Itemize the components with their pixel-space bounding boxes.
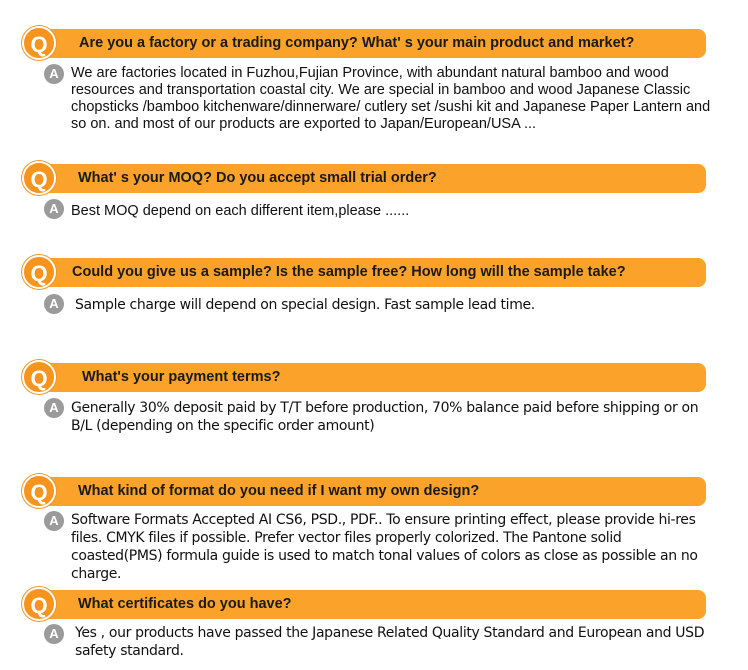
question-badge-icon: Q <box>22 26 56 60</box>
answer-badge-icon: A <box>44 624 64 644</box>
question-badge-icon: Q <box>22 474 56 508</box>
faq-question-row <box>22 161 706 195</box>
answer-badge-icon: A <box>44 294 64 314</box>
question-badge-icon: Q <box>22 161 56 195</box>
faq-answer-text: Generally 30% deposit paid by T/T before production, 70% balance paid before shipping or on B/L (depending on the specific order amount) <box>71 400 699 434</box>
faq-answer-text: Software Formats Accepted AI CS6, PSD., PDF.. To ensure printing effect, please provide hi-res files. CMYK files if possible. Prefer vector files properly colorized. The Pantone solid coasted(PMS) formula guide is used to match tonal values of colors as close as possible an no charge. <box>71 512 698 582</box>
faq-answer-text: Best MOQ depend on each different item,please ...... <box>71 203 410 219</box>
faq-question-text: What certificates do you have? <box>78 596 292 612</box>
answer-badge-icon: A <box>44 64 64 84</box>
faq-question-text: What' s your MOQ? Do you accept small trial order? <box>78 170 437 186</box>
question-badge-icon: Q <box>22 255 56 289</box>
answer-badge-icon: A <box>44 511 64 531</box>
faq-answer-text: We are factories located in Fuzhou,Fujian Province, with abundant natural bamboo and wood resources and transportation coastal city. We are special in bamboo and wood Japanese Classic chopsticks /bamboo kitchenware/dinnerware/ cutlery set /sushi kit and Japanese Paper Lantern and so on. and most of our products are exported to Japan/European/USA ... <box>71 65 711 132</box>
faq-question-row <box>22 360 706 394</box>
faq-question-row <box>22 255 706 289</box>
faq-question-row <box>22 587 706 621</box>
answer-badge-icon: A <box>44 398 64 418</box>
faq-question-text: What kind of format do you need if I want my own design? <box>78 483 480 499</box>
faq-answer-text: Yes , our products have passed the Japanese Related Quality Standard and European and USD safety standard. <box>75 625 705 659</box>
faq-question-text: Could you give us a sample? Is the sample free? How long will the sample take? <box>72 264 626 280</box>
faq-question-row <box>22 26 706 60</box>
question-badge-icon: Q <box>22 587 56 621</box>
faq-answer-text: Sample charge will depend on special design. Fast sample lead time. <box>75 297 535 313</box>
faq-question-text: Are you a factory or a trading company? What' s your main product and market? <box>79 35 635 51</box>
answer-badge-icon: A <box>44 199 64 219</box>
faq-question-text: What's your payment terms? <box>82 369 281 385</box>
faq-question-row <box>22 474 706 508</box>
question-badge-icon: Q <box>22 360 56 394</box>
